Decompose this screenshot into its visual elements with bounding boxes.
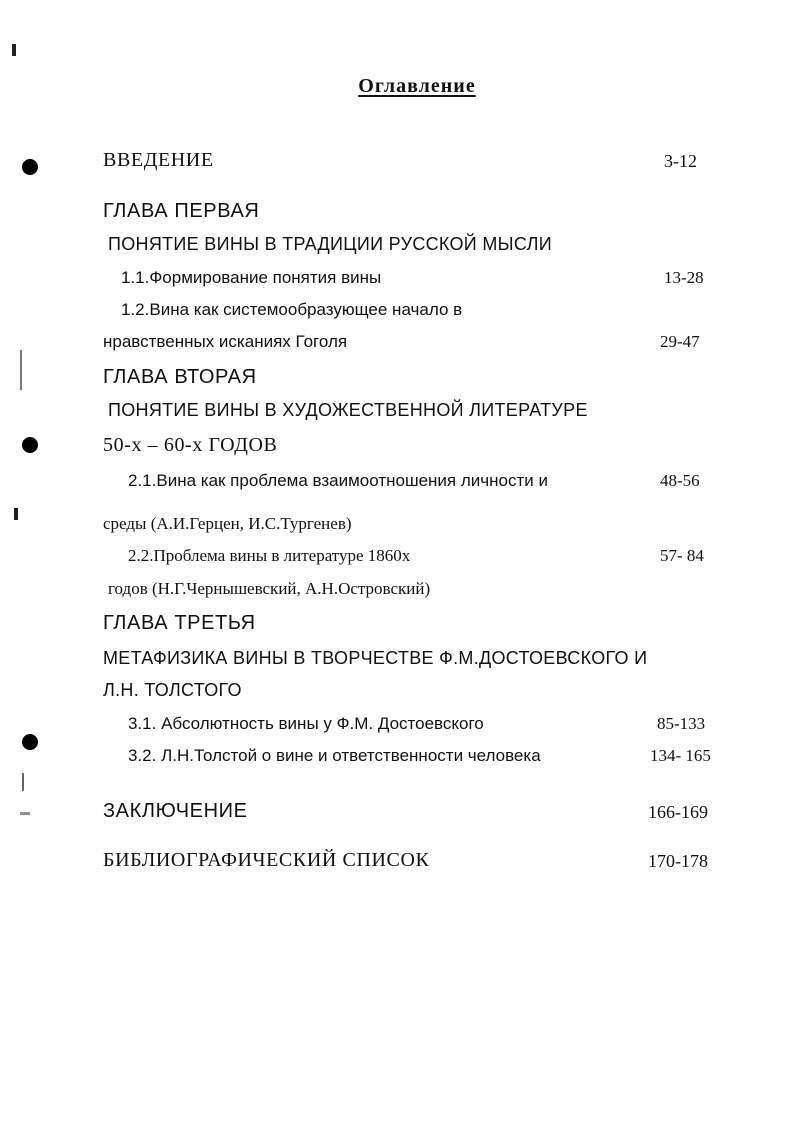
binder-hole [22, 159, 38, 175]
section-1-2-line1: 1.2.Вина как системообразующее начало в [121, 300, 463, 319]
chapter-3-subtitle-2: Л.Н. ТОЛСТОГО [103, 680, 242, 700]
section-2-1-pages: 48-56 [660, 471, 700, 490]
conclusion-pages: 166-169 [648, 802, 708, 822]
intro-label: ВВЕДЕНИЕ [103, 149, 214, 171]
section-1-2-line2: нравственных исканиях Гоголя [103, 332, 348, 351]
bibliography-pages: 170-178 [648, 851, 708, 871]
chapter-3-subtitle-1: МЕТАФИЗИКА ВИНЫ В ТВОРЧЕСТВЕ Ф.М.ДОСТОЕВСКОГО И [103, 648, 648, 668]
section-1-1: 1.1.Формирование понятия вины [121, 268, 382, 287]
binder-hole [22, 734, 38, 750]
bibliography-label: БИБЛИОГРАФИЧЕСКИЙ СПИСОК [103, 849, 430, 871]
toc-title: Оглавление [358, 75, 476, 97]
scan-speck [12, 44, 16, 56]
intro-pages: 3-12 [664, 151, 697, 171]
section-2-2-pages: 57- 84 [660, 546, 704, 565]
binder-hole [22, 437, 38, 453]
section-3-1: 3.1. Абсолютность вины у Ф.М. Достоевского [128, 714, 484, 733]
section-3-2-pages: 134- 165 [650, 746, 711, 765]
chapter-2-subtitle-1: ПОНЯТИЕ ВИНЫ В ХУДОЖЕСТВЕННОЙ ЛИТЕРАТУРЕ [108, 400, 588, 420]
chapter-2-subtitle-2: 50-х – 60-х ГОДОВ [103, 434, 278, 456]
chapter-1-subtitle: ПОНЯТИЕ ВИНЫ В ТРАДИЦИИ РУССКОЙ МЫСЛИ [108, 234, 552, 254]
section-3-2: 3.2. Л.Н.Толстой о вине и ответственности человека [128, 746, 541, 765]
section-2-1-line1: 2.1.Вина как проблема взаимоотношения личности и [128, 471, 548, 490]
scan-speck [14, 508, 18, 520]
scan-speck [20, 812, 30, 815]
conclusion-label: ЗАКЛЮЧЕНИЕ [103, 800, 248, 822]
chapter-2-heading: ГЛАВА ВТОРАЯ [103, 366, 257, 388]
chapter-1-heading: ГЛАВА ПЕРВАЯ [103, 200, 260, 222]
section-1-1-pages: 13-28 [664, 268, 704, 287]
section-2-2-line2: годов (Н.Г.Чернышевский, А.Н.Островский) [108, 579, 431, 598]
section-2-1-line2: среды (А.И.Герцен, И.С.Тургенев) [103, 514, 352, 533]
scan-speck [22, 773, 24, 791]
chapter-3-heading: ГЛАВА ТРЕТЬЯ [103, 612, 256, 634]
section-2-2-line1: 2.2.Проблема вины в литературе 1860х [128, 546, 411, 565]
section-3-1-pages: 85-133 [657, 714, 706, 733]
scan-speck [20, 350, 22, 390]
section-1-2-pages: 29-47 [660, 332, 700, 351]
